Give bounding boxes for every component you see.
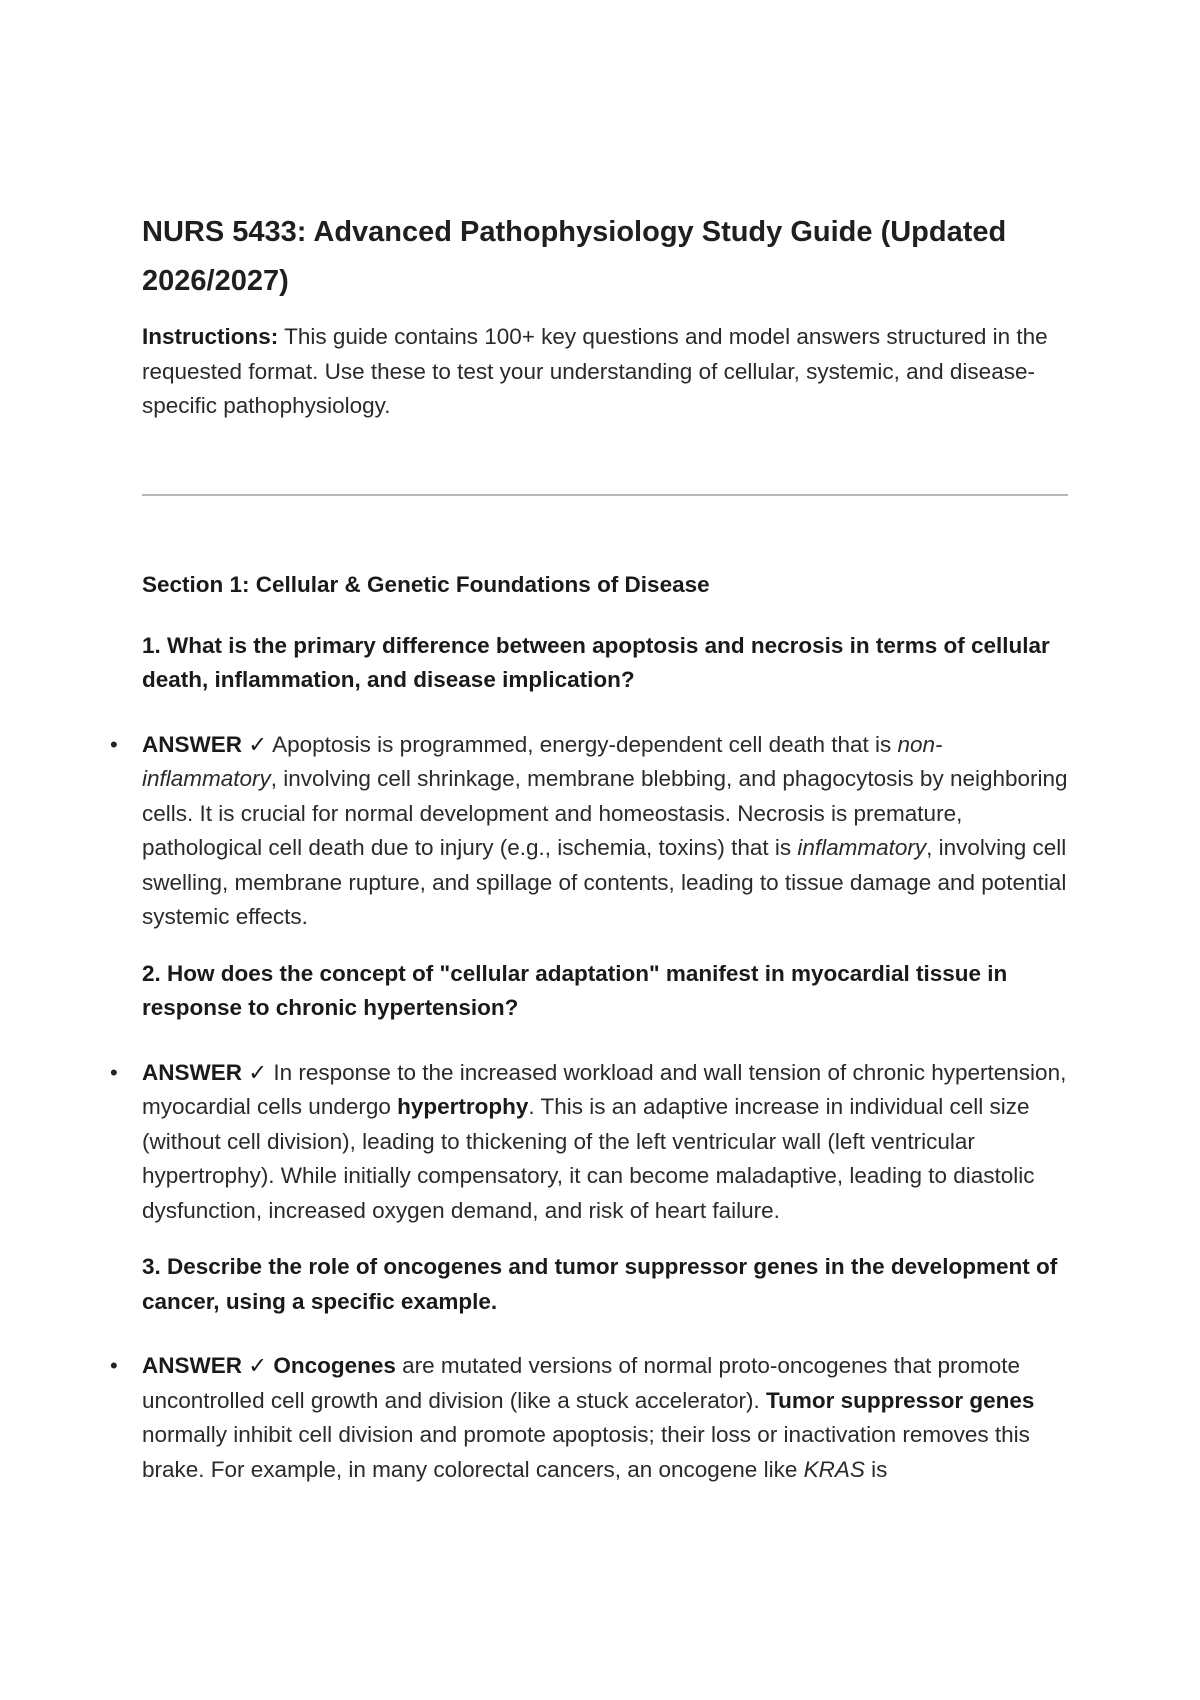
answer-list-3 xyxy=(110,1349,1068,1487)
answer-text: , involving cell shrinkage, membrane blebbing, and phagocytosis by neighboring cells. It is crucial for normal development and homeostasis. Necrosis is premature, pathological cell death due to injury (e.g., ischemia, toxins) that is xyxy=(142,766,1068,860)
answer-text: are mutated versions of normal proto-oncogenes that promote uncontrolled cell growth and division (like a stuck accelerator). xyxy=(142,1353,1020,1413)
section-title: Section 1: Cellular & Genetic Foundations of Disease xyxy=(142,571,710,597)
answer-text: Apoptosis is programmed, energy-dependent cell death that is xyxy=(267,731,898,757)
answer-2 xyxy=(110,1056,1068,1229)
instructions-paragraph xyxy=(142,320,1068,424)
answer-list-2 xyxy=(110,1056,1068,1229)
instructions-label: Instructions: xyxy=(142,324,279,349)
answer-list-1 xyxy=(110,728,1068,935)
answer-emphasis: non-inflammatory xyxy=(142,731,943,791)
answer-text: is xyxy=(864,1456,888,1482)
answer-strong: hypertrophy xyxy=(397,1094,529,1119)
bullet-icon: • xyxy=(110,1353,118,1378)
answer-strong: Oncogenes xyxy=(267,1353,396,1378)
answer-label: ANSWER ✓ xyxy=(142,1059,268,1085)
horizontal-divider xyxy=(142,494,1068,496)
bullet-icon: • xyxy=(110,1059,118,1085)
answer-text: . This is an adaptive increase in individual cell size (without cell division), leading to thickening of the left ventricular wall (left ventricular hypertrophy). While initially compensatory, it can become maladaptive, leading to diastolic dysfunction, increased oxygen demand, and risk of heart failure. xyxy=(142,1094,1035,1223)
document-page xyxy=(110,208,1068,1487)
answer-emphasis: inflammatory xyxy=(797,835,927,860)
answer-label: ANSWER ✓ xyxy=(142,731,268,757)
document-title: NURS 5433: Advanced Pathophysiology Study Guide (Updated 2026/2027) xyxy=(142,216,1007,297)
answer-label: ANSWER ✓ xyxy=(142,1353,268,1378)
answer-strong: Tumor suppressor genes xyxy=(766,1387,1035,1413)
bullet-icon: • xyxy=(110,731,118,757)
question-2: 2. How does the concept of "cellular adaptation" manifest in myocardial tissue in response to chronic hypertension? xyxy=(142,960,1008,1020)
answer-emphasis: KRAS xyxy=(803,1456,865,1482)
answer-text: , involving cell swelling, membrane rupture, and spillage of contents, leading to tissue damage and potential systemic effects. xyxy=(142,835,1067,929)
instructions-text: This guide contains 100+ key questions and model answers structured in the requested format. Use these to test your understanding of cellular, systemic, and disease-specific pathophysiology. xyxy=(142,324,1048,418)
answer-1 xyxy=(110,728,1068,935)
answer-text: In response to the increased workload and wall tension of chronic hypertension, myocardial cells undergo xyxy=(142,1059,1067,1119)
question-3: 3. Describe the role of oncogenes and tumor suppressor genes in the development of cancer, using a specific example. xyxy=(142,1254,1058,1314)
question-1: 1. What is the primary difference between apoptosis and necrosis in terms of cellular death, inflammation, and disease implication? xyxy=(142,632,1050,692)
answer-text: normally inhibit cell division and promote apoptosis; their loss or inactivation removes this brake. For example, in many colorectal cancers, an oncogene like xyxy=(142,1422,1030,1482)
answer-3 xyxy=(110,1349,1068,1487)
